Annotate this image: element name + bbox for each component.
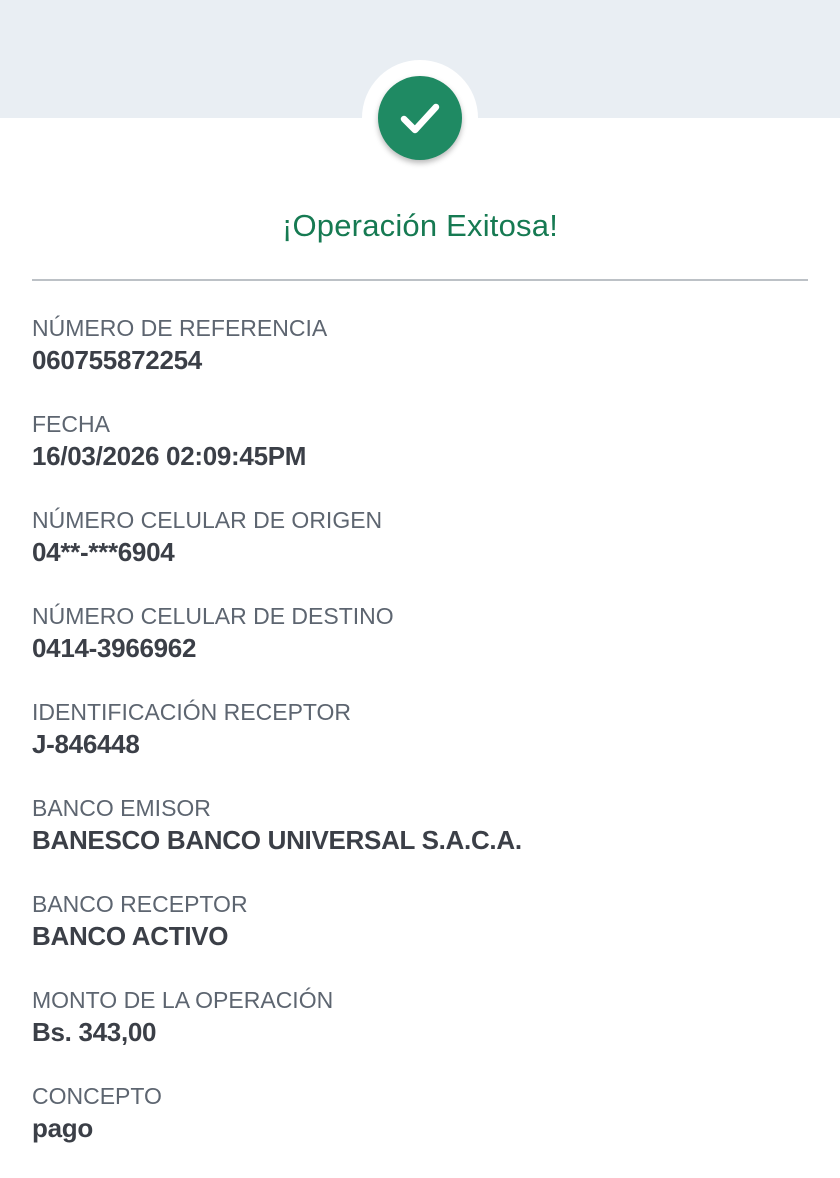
field-label: NÚMERO DE REFERENCIA <box>32 315 328 341</box>
field-value: 04**-***6904 <box>32 537 175 567</box>
field-amount <box>32 986 808 1082</box>
field-origin-phone <box>32 506 808 602</box>
field-label: IDENTIFICACIÓN RECEPTOR <box>32 699 352 725</box>
field-value: 060755872254 <box>32 345 202 375</box>
field-value: BANESCO BANCO UNIVERSAL S.A.C.A. <box>32 825 522 855</box>
field-date <box>32 410 808 506</box>
field-concept <box>32 1082 808 1178</box>
field-value: pago <box>32 1113 93 1143</box>
receipt-details <box>32 314 808 1178</box>
field-label: NÚMERO CELULAR DE DESTINO <box>32 603 394 629</box>
field-value: Bs. 343,00 <box>32 1017 157 1047</box>
field-value: J-846448 <box>32 729 140 759</box>
divider <box>32 279 808 281</box>
field-receiver-id <box>32 698 808 794</box>
field-destination-phone <box>32 602 808 698</box>
field-receiving-bank <box>32 890 808 986</box>
field-label: MONTO DE LA OPERACIÓN <box>32 987 334 1013</box>
field-issuing-bank <box>32 794 808 890</box>
field-label: FECHA <box>32 411 110 437</box>
field-label: BANCO RECEPTOR <box>32 891 248 917</box>
success-title: ¡Operación Exitosa! <box>281 208 559 243</box>
check-icon <box>390 88 450 148</box>
field-value: 16/03/2026 02:09:45PM <box>32 441 307 471</box>
field-value: 0414-3966962 <box>32 633 197 663</box>
success-badge <box>378 76 462 160</box>
field-label: BANCO EMISOR <box>32 795 211 821</box>
field-label: CONCEPTO <box>32 1083 162 1109</box>
field-value: BANCO ACTIVO <box>32 921 229 951</box>
field-reference-number <box>32 314 808 410</box>
field-label: NÚMERO CELULAR DE ORIGEN <box>32 507 383 533</box>
